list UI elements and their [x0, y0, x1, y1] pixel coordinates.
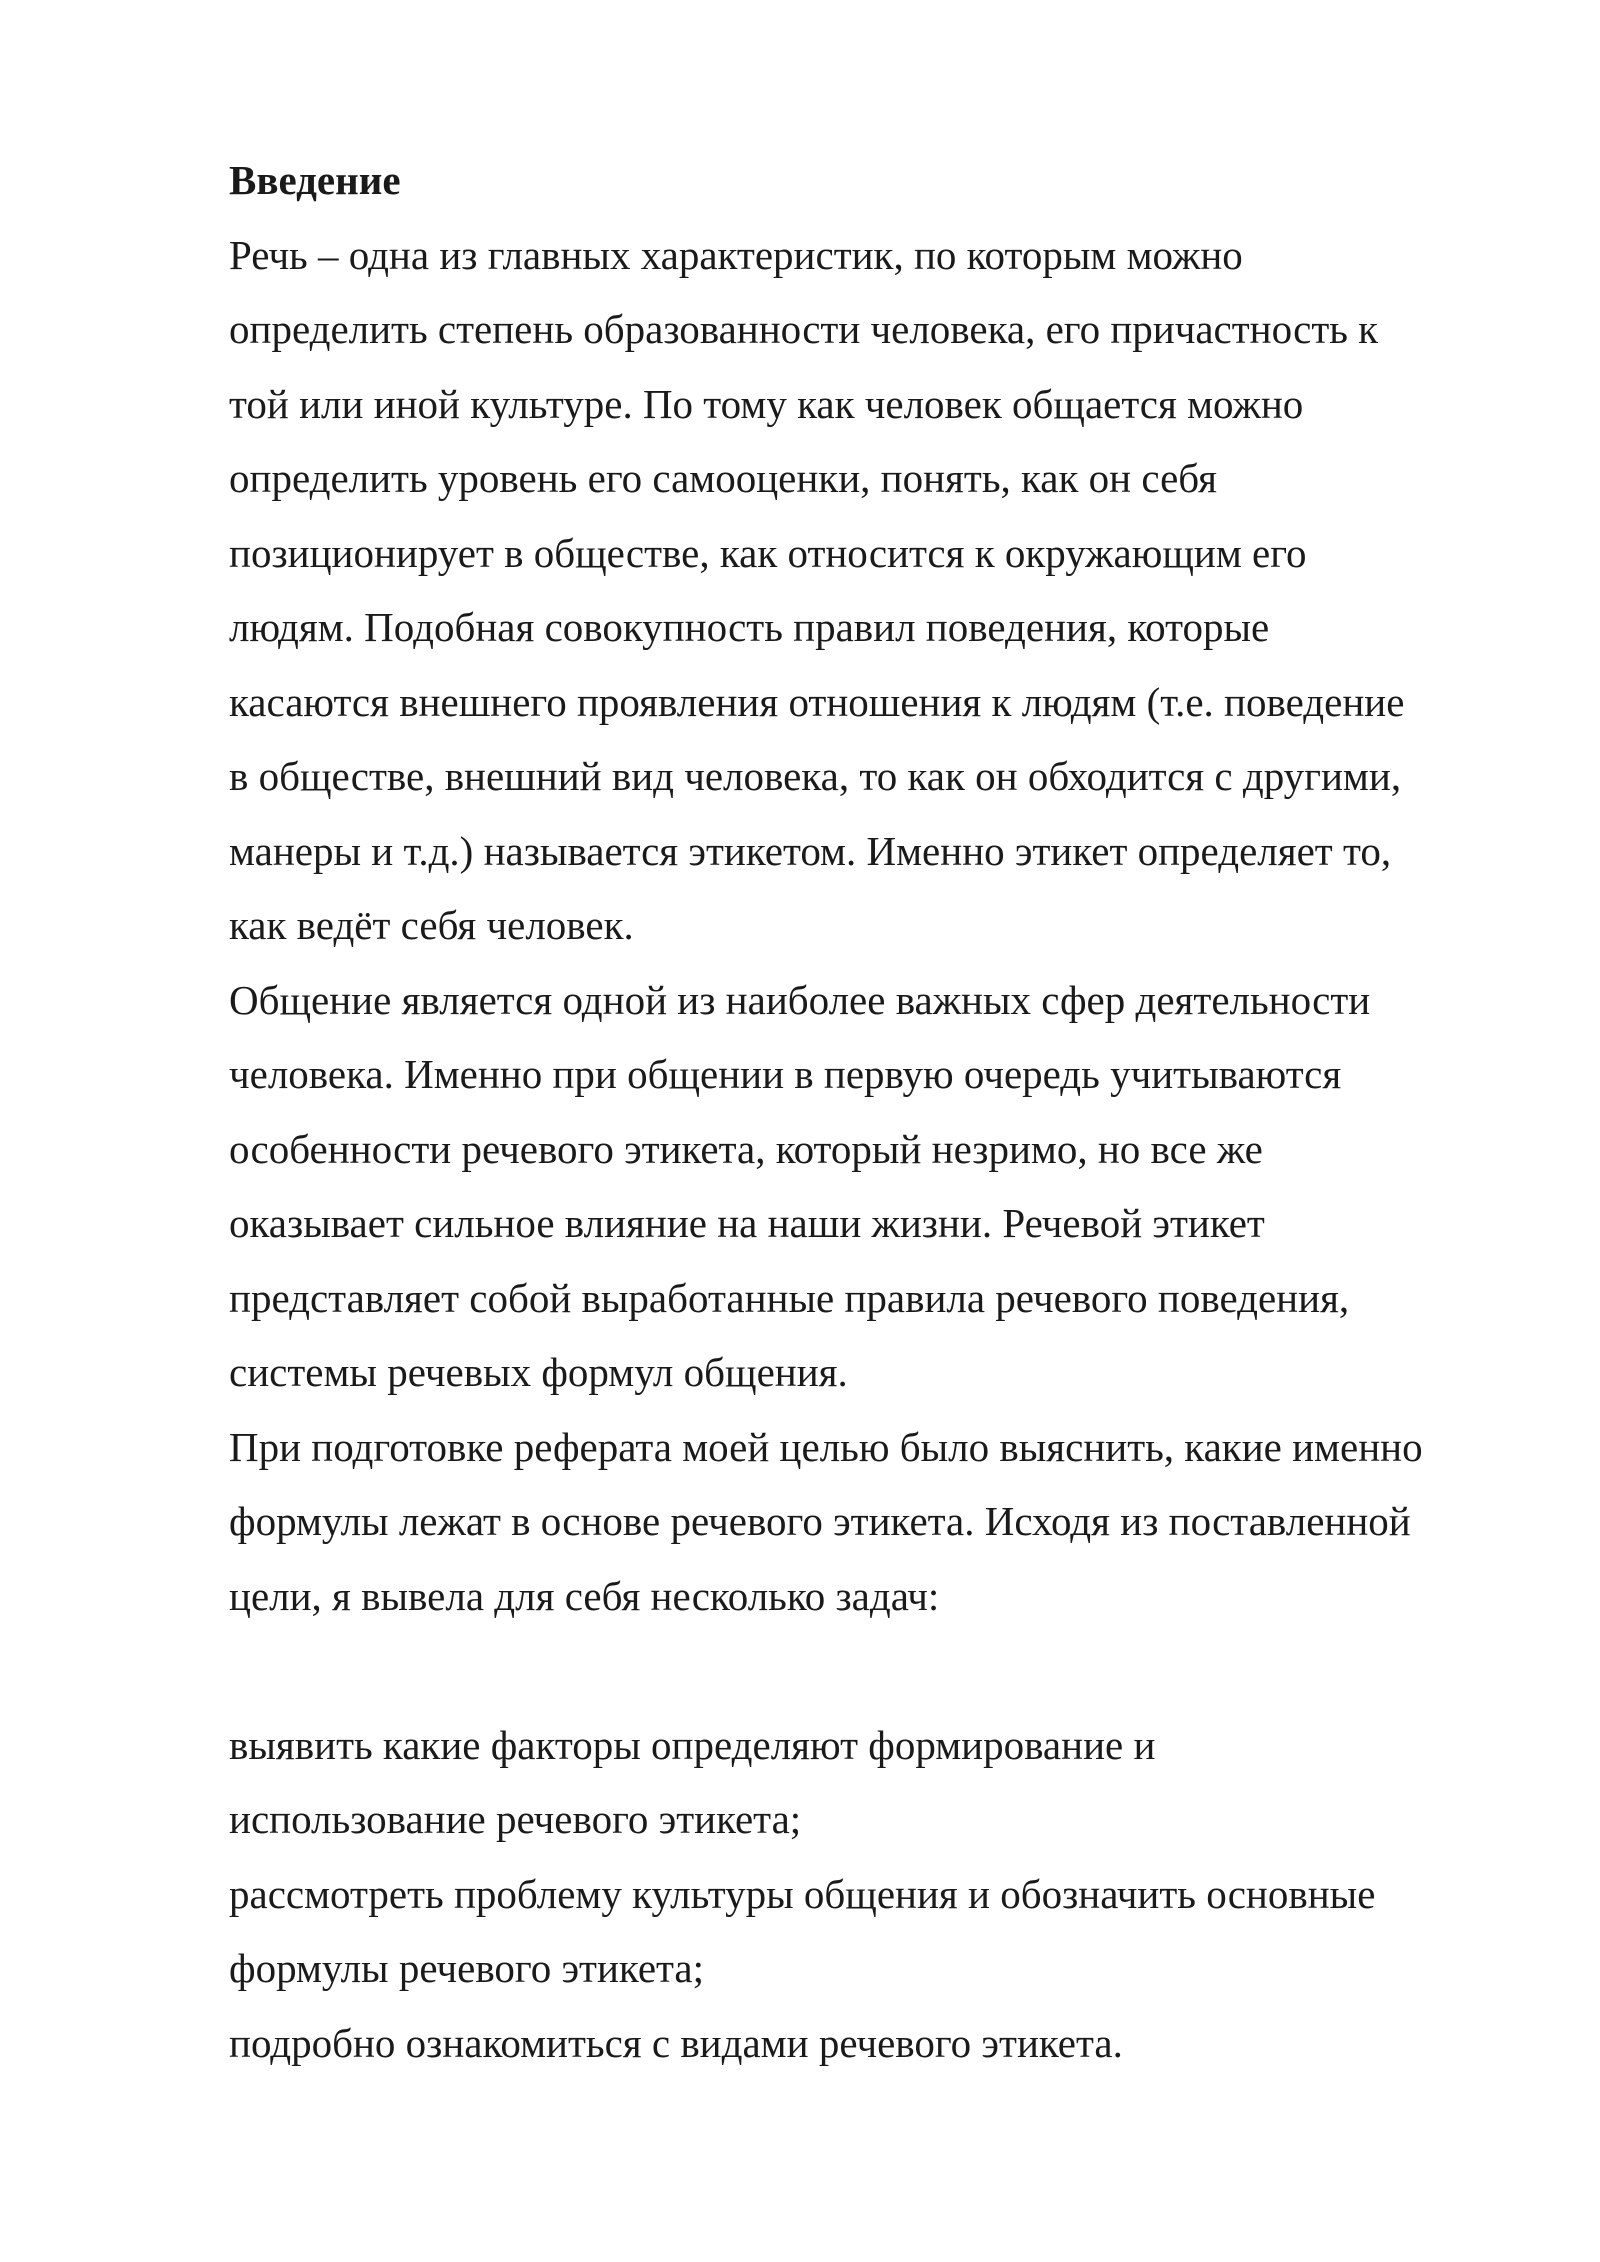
task-item: выявить какие факторы определяют формирование и использование речевого этикета; [229, 1721, 1156, 1842]
task-item: рассмотреть проблему культуры общения и обозначить основные формулы речевого этикета; [229, 1870, 1376, 1991]
paragraph-speech-and-etiquette: Речь – одна из главных характеристик, по которым можно определить степень образованности человека, его причастность к той или иной культуре. По тому как человек общается можно определить уровень его самооценки, понять, как он себя позиционирует в обществе, как относится к окружающим его людям. Подобная совокупность правил поведения, которые касаются внешнего проявления отношения к людям (т.е. поведение в обществе, внешний вид человека, то как он обходится с другими, манеры и т.д.) называется этикетом. Именно этикет определяет то, как ведёт себя человек. [229, 231, 1405, 948]
blank-line [229, 1633, 1519, 1708]
document-heading: Введение [229, 157, 401, 203]
paragraph-communication: Общение является одной из наиболее важных сфер деятельности человека. Именно при общении в первую очередь учитываются особенности речевого этикета, который незримо, но все же оказывает сильное влияние на наши жизни. Речевой этикет представляет собой выработанные правила речевого поведения, системы речевых формул общения. [229, 976, 1371, 1395]
document-body [229, 143, 1519, 2080]
task-item: подробно ознакомиться с видами речевого этикета. [229, 2019, 1123, 2066]
paragraph-goal: При подготовке реферата моей целью было выяснить, какие именно формулы лежат в основе речевого этикета. Исходя из поставленной цели, я вывела для себя несколько задач: [229, 1423, 1423, 1619]
